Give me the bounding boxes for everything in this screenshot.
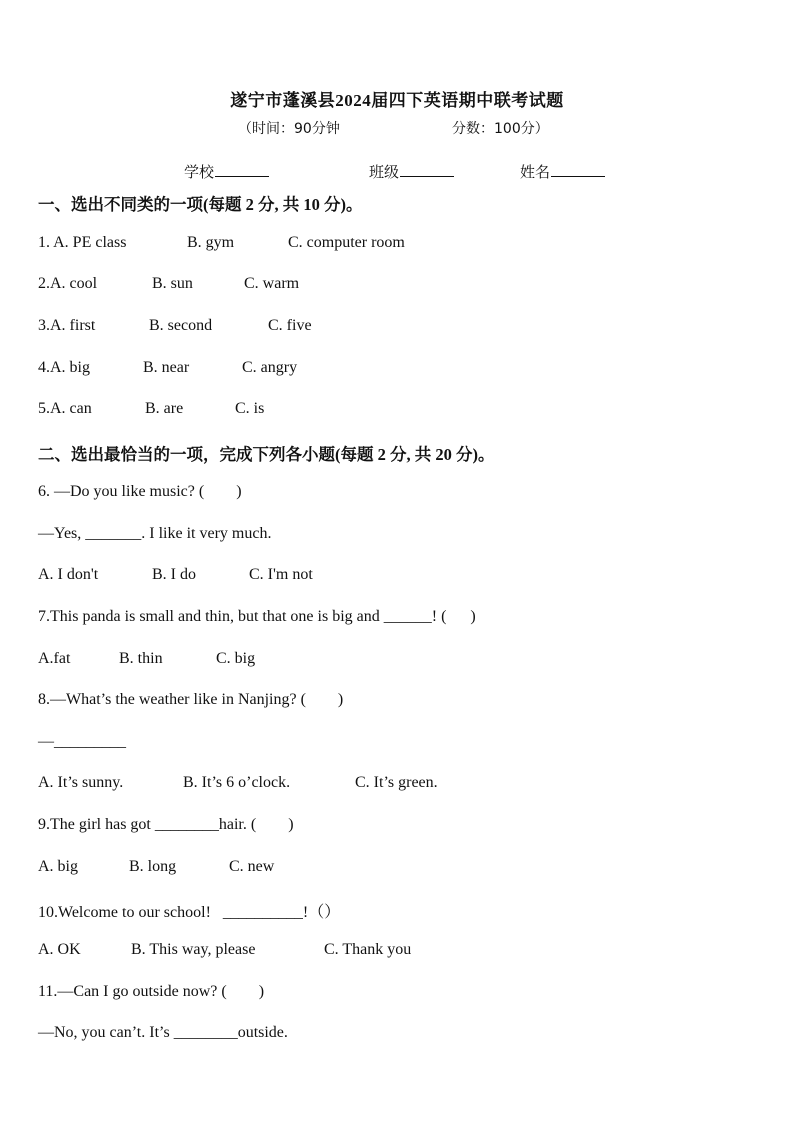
class-label: 班级 — [369, 163, 400, 181]
name-label: 姓名 — [520, 163, 551, 181]
exam-score: 分数：100分） — [452, 121, 549, 137]
q4-option-a: 4.A. big — [38, 359, 90, 376]
q7-option-c: C. big — [216, 650, 256, 667]
school-field — [184, 161, 269, 182]
question-9-options — [38, 858, 274, 876]
q9-option-c: C. new — [229, 858, 275, 875]
question-10-options — [38, 941, 411, 959]
question-6-options — [38, 566, 313, 584]
q6-option-c: C. I'm not — [249, 566, 313, 583]
q1-option-b: B. gym — [187, 234, 235, 251]
q11-reply: —No, you can’t. It’s ________outside. — [38, 1024, 288, 1041]
q10-option-a: A. OK — [38, 941, 81, 958]
q4-option-c: C. angry — [242, 359, 298, 376]
q2-option-a: 2.A. cool — [38, 275, 98, 292]
question-1 — [38, 234, 405, 252]
q2-option-b: B. sun — [152, 275, 193, 292]
q10-option-b: B. This way, please — [131, 941, 256, 958]
class-field — [369, 161, 454, 182]
q7-option-a: A.fat — [38, 650, 71, 667]
question-7-options — [38, 650, 255, 668]
q6-reply: —Yes, _______. I like it very much. — [38, 525, 272, 542]
question-5 — [38, 400, 264, 418]
name-field — [520, 161, 605, 182]
q7-option-b: B. thin — [119, 650, 163, 667]
q6-option-b: B. I do — [152, 566, 196, 583]
name-blank[interactable] — [551, 162, 605, 177]
school-blank[interactable] — [215, 162, 269, 177]
page-title: 遂宁市蓬溪县2024届四下英语期中联考试题 — [230, 91, 564, 110]
q9-option-a: A. big — [38, 858, 78, 875]
question-2 — [38, 275, 299, 293]
q4-option-b: B. near — [143, 359, 190, 376]
q3-option-c: C. five — [268, 317, 312, 334]
q1-option-a: 1. A. PE class — [38, 234, 127, 251]
q3-option-a: 3.A. first — [38, 317, 96, 334]
section1-heading: 一、选出不同类的一项(每题 2 分, 共 10 分)。 — [38, 195, 363, 214]
q1-option-c: C. computer room — [288, 234, 405, 251]
q8-option-b: B. It’s 6 o’clock. — [183, 774, 291, 791]
q8-stem: 8.—What’s the weather like in Nanjing? ( ) — [38, 691, 344, 708]
q6-option-a: A. I don't — [38, 566, 99, 583]
q10-option-c: C. Thank you — [324, 941, 412, 958]
q8-option-c: C. It’s green. — [355, 774, 438, 791]
q5-option-b: B. are — [145, 400, 184, 417]
q8-reply: —_________ — [38, 733, 126, 750]
q6-stem: 6. —Do you like music? ( ) — [38, 483, 242, 500]
q9-stem: 9.The girl has got ________hair. ( ) — [38, 816, 294, 833]
class-blank[interactable] — [400, 162, 454, 177]
q5-option-a: 5.A. can — [38, 400, 92, 417]
q5-option-c: C. is — [235, 400, 265, 417]
section2-heading: 二、选出最恰当的一项，完成下列各小题(每题 2 分, 共 20 分)。 — [38, 445, 495, 464]
q7-stem: 7.This panda is small and thin, but that one is big and ______! ( ) — [38, 608, 476, 625]
q3-option-b: B. second — [149, 317, 213, 334]
question-4 — [38, 359, 297, 377]
q11-stem: 11.—Can I go outside now? ( ) — [38, 983, 265, 1000]
school-label: 学校 — [184, 163, 215, 181]
question-8-options — [38, 774, 438, 792]
q10-stem: 10.Welcome to our school! __________!（） — [38, 904, 341, 921]
q9-option-b: B. long — [129, 858, 177, 875]
q8-option-a: A. It’s sunny. — [38, 774, 124, 791]
question-3 — [38, 317, 312, 335]
q2-option-c: C. warm — [244, 275, 300, 292]
exam-time: （时间：90分钟 — [238, 121, 340, 137]
